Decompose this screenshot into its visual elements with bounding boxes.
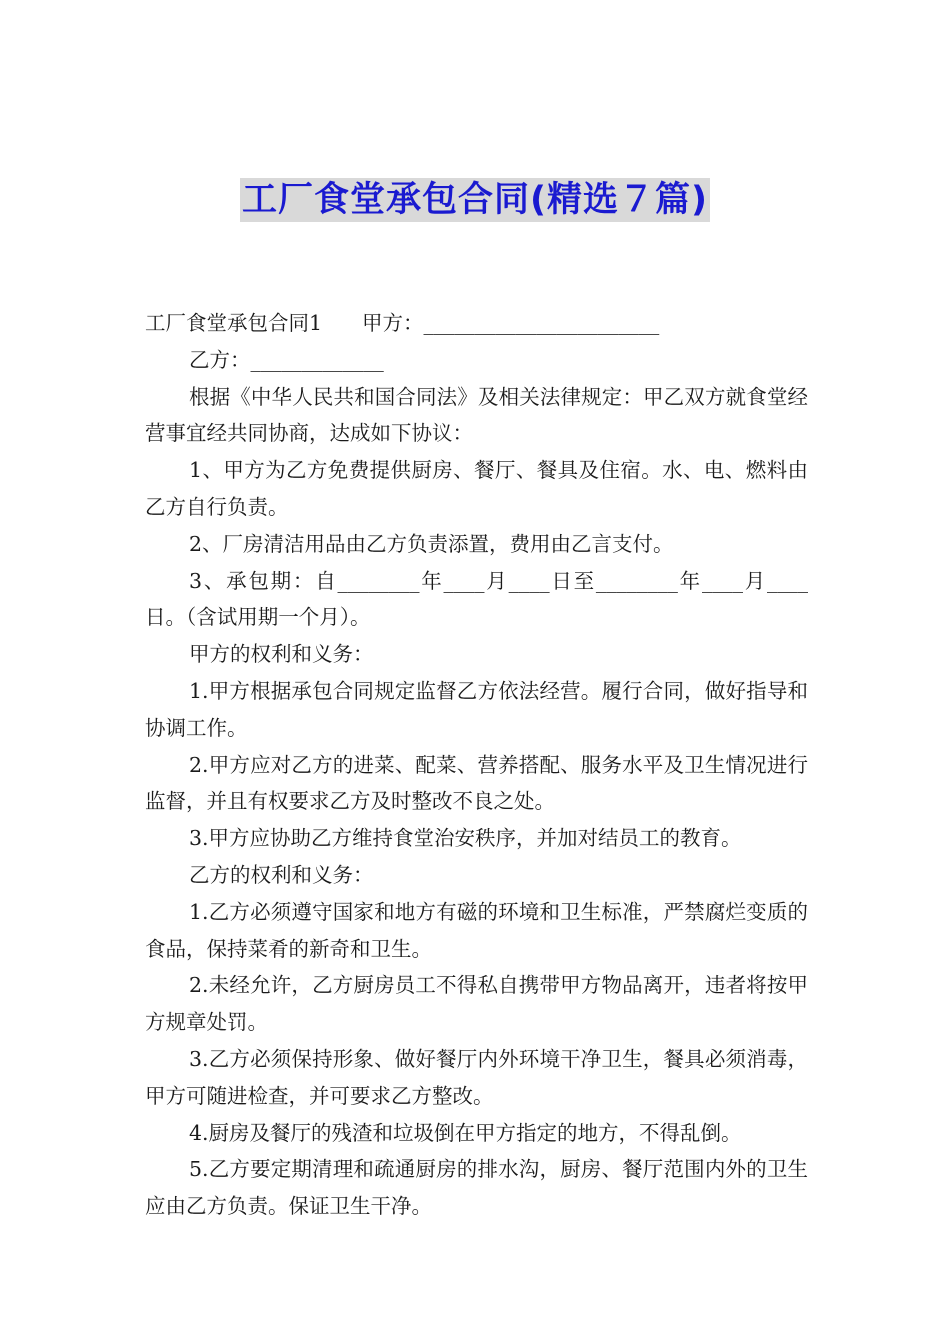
party-a-item-2: 2.甲方应对乙方的进菜、配菜、营养搭配、服务水平及卫生情况进行监督，并且有权要求乙方及时整改不良之处。 — [145, 752, 808, 814]
paragraph-preamble: 根据《中华人民共和国合同法》及相关法律规定：甲乙双方就食堂经营事宜经共同协商，达成如下协议： — [145, 384, 808, 446]
party-b-field: 乙方：_____________ — [189, 347, 384, 372]
document-title: 工厂食堂承包合同(精选７篇) — [242, 180, 708, 220]
clause-1: 1、甲方为乙方免费提供厨房、餐厅、餐具及住宿。水、电、燃料由乙方自行负责。 — [145, 458, 808, 519]
party-b-item-4: 4.厨房及餐厅的残渣和垃圾倒在甲方指定的地方，不得乱倒。 — [189, 1120, 742, 1145]
contract-label: 工厂食堂承包合同1 — [145, 311, 323, 335]
title-container — [0, 178, 950, 222]
document-body — [145, 305, 808, 1225]
party-b-item-3: 3.乙方必须保持形象、做好餐厅内外环境干净卫生，餐具必须消毒，甲方可随进检查，并可要求乙方整改。 — [145, 1046, 808, 1108]
party-a-field: 甲方：_______________________ — [362, 311, 660, 335]
party-a-rights-heading: 甲方的权利和义务： — [189, 642, 374, 667]
clause-3: 3、承包期：自________年____月____日至________年____月____日。（含试用期一个月）。 — [145, 568, 808, 630]
party-b-item-2: 2.未经允许，乙方厨房员工不得私自携带甲方物品离开，违者将按甲方规章处罚。 — [145, 973, 808, 1035]
party-b-rights-heading: 乙方的权利和义务： — [189, 862, 374, 887]
party-a-item-1: 1.甲方根据承包合同规定监督乙方依法经营。履行合同，做好指导和协调工作。 — [145, 678, 808, 740]
party-a-item-3: 3.甲方应协助乙方维持食堂治安秩序，并加对结员工的教育。 — [189, 826, 742, 851]
heading-line — [145, 305, 808, 342]
clause-2: 2、厂房清洁用品由乙方负责添置，费用由乙言支付。 — [189, 531, 674, 556]
party-b-item-1: 1.乙方必须遵守国家和地方有磁的环境和卫生标准，严禁腐烂变质的食品，保持菜肴的新奇和卫生。 — [145, 899, 808, 961]
party-b-item-5: 5.乙方要定期清理和疏通厨房的排水沟，厨房、餐厅范围内外的卫生应由乙方负责。保证卫生干净。 — [145, 1157, 808, 1219]
